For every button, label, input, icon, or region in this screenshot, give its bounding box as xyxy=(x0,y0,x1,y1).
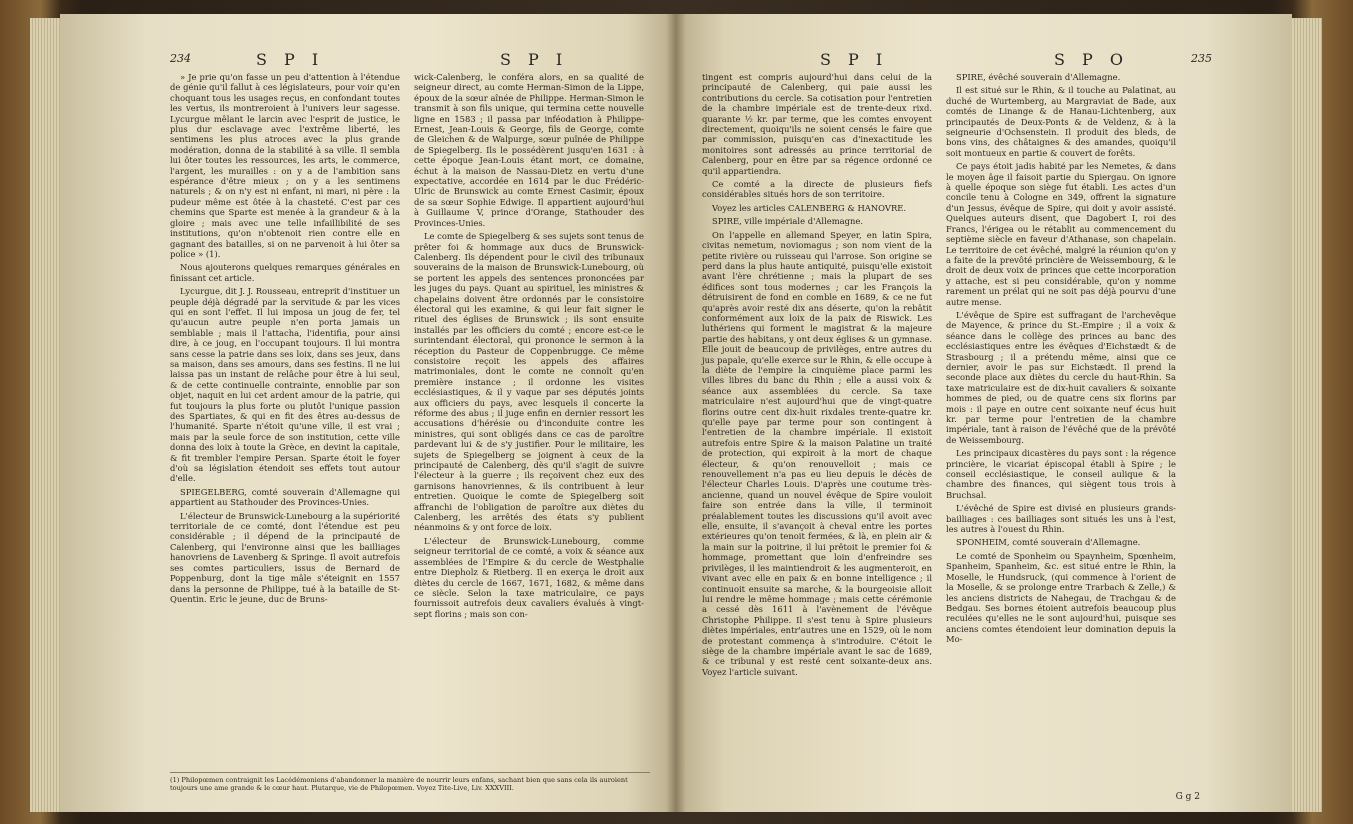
paragraph: SPIRE, évêché souverain d'Allemagne. xyxy=(956,72,1121,82)
left-header-title-2: S P I xyxy=(500,50,569,69)
page-edges-right xyxy=(1292,18,1322,812)
open-book xyxy=(60,14,1292,822)
paragraph: tingent est compris aujourd'hui dans celui de la principauté de Calenberg, qui paie aussi les contributions du cercle. Sa cotisation pour l'entretien de la chambre impériale est de trente-deux rixd. quarante ½ kr. par terme, que les comtes envoyent directement, quoiqu'ils ne soient censés le faire que par commission, puisqu'en cas d'inexactitude les monitoires sont adressés au prince territorial de Calenberg, pour en être par sa régence ordonné ce qu'il appartiendra. xyxy=(702,72,932,176)
paragraph: wick-Calenberg, le conféra alors, en sa qualité de seigneur direct, au comte Herman-Simon de la Lippe, époux de la sœur aînée de Philippe. Herman-Simon le transmit à son fils unique, qui termina cette nouvelle ligne en 1583 ; il passa par inféodation à Philippe-Ernest, Jean-Louis & George, fils de George, comte de Gleichen & de Walpurge, sœur puînée de Philippe de Spiegelberg. Ils le possédèrent jusqu'en 1631 : à cette époque Jean-Louis étant mort, ce domaine, échut à la maison de Nassau-Dietz en vertu d'une expectative, accordée en 1614 par le duc Frédéric-Ulric de Brunswick au comte Ernest Casimir, époux de sa sœur Sophie Edwige. Il appartient aujourd'hui à Guillaume V, prince d'Orange, Stathouder des Provinces-Unies. xyxy=(414,72,644,228)
right-running-header xyxy=(702,50,1212,72)
paragraph: Les principaux dicastères du pays sont : la régence princière, le vicariat épiscopal établi à Spire ; le conseil ecclésiastique, le conseil aulique & la chambre des finances, qui siègent tous trois à Bruchsal. xyxy=(946,448,1176,500)
right-page-columns xyxy=(702,72,1212,680)
paragraph: Voyez les articles CALENBERG & HANOVRE. xyxy=(712,202,907,213)
paragraph: Ce pays étoit jadis habité par les Nemetes, & dans le moyen âge il faisoit partie du Spiergau. On ignore à quelle époque son siège fut établi. Les actes d'un concile tenu à Cologne en 349, offrent la signature d'un Jessus, évêque de Spire, qui doit y avoir assisté. Quelques auteurs disent, que Dagobert I, roi des Francs, l'érigea ou le rétablit au commencement du septième siècle en faveur d'Athanase, son chapelain. Le territoire de cet évêché, malgré la réunion qu'on y a faite de la prevôté princière de Weissembourg, & le droit de deux voix de princes que cette incorporation y attache, est si peu considérable, qu'on y nomme rarement un prélat qui ne soit pas déjà pourvu d'une autre mense. xyxy=(946,161,1176,307)
paragraph: Le comté de Sponheim ou Spaynheim, Spœnheim, Spanheim, Spanheim, &c. est situé entre le Rhin, la Moselle, le Hundsruck, (qui commence à l'orient de la Moselle, & se prolonge entre Trarbach & Zelle,) & les anciens districts de Nahegau, de Trachgau & de Bedgau. Ses bornes étoient autrefois beaucoup plus reculées qu'elles ne le sont aujourd'hui, puisque ses anciens comtes étendoient leur domination depuis la Mo- xyxy=(946,550,1176,645)
right-header-title-1: S P I xyxy=(820,50,889,69)
paragraph: Nous ajouterons quelques remarques générales en finissant cet article. xyxy=(170,262,400,283)
paragraph: L'électeur de Brunswick-Lunebourg a la supériorité territoriale de ce comté, dont l'étendue est peu considérable ; il dépend de la principauté de Calenberg, qui l'environne ainsi que les bailliages hanovriens de Lavenberg & Springe. Il avoit autrefois ses comtes particuliers, issus de Bernard de Poppenburg, dont la tige mâle s'éteignit en 1557 dans la personne de Philippe, tué à la bataille de St-Quentin. Eric le jeune, duc de Bruns- xyxy=(170,510,400,604)
right-header-title-2: S P O xyxy=(1054,50,1130,69)
right-column-2 xyxy=(946,72,1176,680)
left-footnote: (1) Philopœmen contraignit les Lacédémoniens d'abandonner la manière de nourrir leurs enfans, sachant bien que sans cela ils auroient toujours une ame grande & le cœur haut. Plutarque, vie de Philopœmen. Voyez Tite-Live, Liv. XXXVIII. xyxy=(170,772,650,792)
paragraph: L'évêque de Spire est suffragant de l'archevêque de Mayence, & prince du St.-Empire ; il a voix & séance dans le collège des princes au banc des ecclésiastiques entre les évêques d'Eichstædt & de Strasbourg ; il a prétendu même, ainsi que ce dernier, avoir le pas sur Eichstædt. Il prend la seconde place aux diètes du cercle du haut-Rhin. Sa taxe matriculaire est de dix-huit cavaliers & soixante hommes de pied, ou de quatre cens six florins par mois : il paye en outre cent soixante neuf écus huit kr. par terme pour l'entretien de la chambre impériale, tant à raison de l'évêché que de la prévôté de Weissembourg. xyxy=(946,309,1176,445)
paragraph: L'évêché de Spire est divisé en plusieurs grands-bailliages : ces bailliages sont situés les uns à l'est, les autres à l'ouest du Rhin. xyxy=(946,503,1176,535)
left-running-header xyxy=(170,50,658,72)
paragraph: Il est situé sur le Rhin, & il touche au Palatinat, au duché de Wurtemberg, au Margraviat de Bade, aux comtés de Linange & de Hanau-Lichtenberg, aux principautés de Deux-Ponts & de Veldenz, & à la seigneurie d'Ochsenstein. Il produit des bleds, de bons vins, des châtaignes & des amandes, quoiqu'il soit montueux en partie & couvert de forêts. xyxy=(946,85,1176,158)
page-edges-left xyxy=(30,18,60,812)
right-column-1 xyxy=(702,72,932,680)
signature-mark: G g 2 xyxy=(1175,792,1200,802)
right-page-number: 235 xyxy=(1191,52,1212,65)
paragraph: SPIEGELBERG, comté souverain d'Allemagne qui appartient au Stathouder des Provinces-Unies. xyxy=(170,486,400,508)
paragraph: Ce comté a la directe de plusieurs fiefs considérables situés hors de son territoire. xyxy=(702,179,932,200)
paragraph: » Je prie qu'on fasse un peu d'attention à l'étendue de génie qu'il fallut à ces législateurs, pour voir qu'en choquant tous les usages reçus, en confondant toutes les vertus, ils montreroient à l'univers leur sagesse. Lycurgue mêlant le larcin avec l'esprit de justice, le plus dur esclavage avec l'extrême liberté, les sentimens les plus atroces avec la plus grande modération, donna de la stabilité à sa ville. Il sembla lui ôter toutes les ressources, les arts, le commerce, l'argent, les murailles : on y a de l'ambition sans espérance d'être mieux ; on y a les sentimens naturels ; & on n'y est ni enfant, ni mari, ni père : la pudeur même est ôtée à la chasteté. C'est par ces chemins que Sparte est menée à la grandeur & à la gloire ; mais avec une telle infaillibilité de ses institutions, qu'on n'obtenoit rien contre elle en gagnant des batailles, si on ne parvenoit à lui ôter sa police » (1). xyxy=(170,72,400,259)
left-header-title-1: S P I xyxy=(256,50,325,69)
paragraph: SPONHEIM, comté souverain d'Allemagne. xyxy=(956,537,1141,548)
right-page xyxy=(676,14,1292,812)
paragraph: L'électeur de Brunswick-Lunebourg, comme seigneur territorial de ce comté, a voix & séance aux assemblées de l'Empire & du cercle de Westphalie entre Diepholz & Rietberg. Il en exerça le droit aux diètes du cercle de 1667, 1671, 1682, & même dans ce siècle. Selon la taxe matriculaire, ce pays fournissoit autrefois deux cavaliers évalués à vingt-sept florins ; mais son con- xyxy=(414,535,644,619)
left-page-columns xyxy=(170,72,658,622)
left-page xyxy=(60,14,676,812)
left-column-1 xyxy=(170,72,400,622)
left-page-number: 234 xyxy=(170,52,191,65)
paragraph: On l'appelle en allemand Speyer, en latin Spira, civitas nemetum, noviomagus ; son nom vient de la petite rivière ou ruisseau qui l'arrose. Son origine se perd dans la plus haute antiquité, puisqu'elle existoit avant l'ère chrétienne ; mais la plupart de ses édifices sont tous modernes ; car les François la détruisirent de fond en comble en 1689, & ce ne fut qu'après avoir resté dix ans déserte, qu'on la rebâtit conformément aux loix de la paix de Riswick. Les luthériens qui forment le magistrat & la majeure partie des habitans, y ont deux églises & un gymnase. Elle jouit de beaucoup de privilèges, entre autres du jus papale, qu'elle exerce sur le Rhin, & elle occupe à la diète de l'empire la cinquième place parmi les villes libres du banc du Rhin ; elle a aussi voix & séance aux assemblées du cercle. Sa taxe matriculaire n'est aujourd'hui que de vingt-quatre florins outre cent dix-huit rixdales trente-quatre kr. qu'elle paye par terme pour son contingent à l'entretien de la chambre impériale. Il existoit autrefois entre Spire & la maison Palatine un traité de protection, qui expiroit à la mort de chaque électeur, & qu'on renouvelloit ; mais ce renouvellement n'a pas eu lieu depuis le décès de l'électeur Charles Louis. D'après une coutume très-ancienne, quand un nouvel évêque de Spire vouloit faire son entrée dans la ville, il terminoit préalablement toutes les discussions qu'il avoit avec elle, ensuite, il s'avançoit à cheval entre les portes extérieures qu'on tenoit fermées, & là, en plein air & la main sur la poitrine, il lui prêtoit le premier foi & hommage, promettant que loin d'enfreindre ses privilèges, il les maintiendroit & les augmenteroit, en vivant avec elle en paix & en bonne intelligence ; il continuoit ensuite sa marche, & la bourgeoisie alloit lui rendre le même hommage ; mais cette cérémonie a cessé dès 1611 à l'avènement de l'évêque Christophe Philippe. Il s'est tenu à Spire plusieurs diètes impériales, entr'autres une en 1529, où le nom de protestant commença à s'introduire. C'étoit le siège de la chambre impériale avant le sac de 1689, & ce tribunal y est resté cent soixante-deux ans. Voyez l'article suivant. xyxy=(702,229,932,677)
paragraph: Le comte de Spiegelberg & ses sujets sont tenus de prêter foi & hommage aux ducs de Brunswick-Calenberg. Ils dépendent pour le civil des tribunaux souverains de la maison de Brunswick-Lunebourg, où se portent les appels des sentences prononcées par les juges du pays. Quant au spirituel, les ministres & chapelains doivent être ordonnés par le consistoire électoral qui les examine, & qui leur fait signer le rituel des églises de Brunswick ; ils sont ensuite installés par les officiers du comté ; encore est-ce le surintendant électoral, qui prononce le sermon à la réception du Pasteur de Coppenbrugge. Ce même consistoire reçoit les appels des affaires matrimoniales, dont le comte ne connoît qu'en première instance ; il ordonne les visites ecclésiastiques, & il y vaque par ses députés joints aux officiers du pays, avec lesquels il concerte la réforme des abus ; il juge enfin en dernier ressort les accusations d'hérésie ou d'inconduite contre les ministres, qui sont obligés dans ce cas de paroître pardevant lui & de s'y justifier. Pour le militaire, les sujets de Spiegelberg se joignent à ceux de la principauté de Calenberg, dès qu'il s'agit de suivre l'électeur à la guerre ; ils reçoivent chez eux des garnisons hanovriennes, & ils contribuent à leur entretien. Quoique le comte de Spiegelberg soit affranchi de l'obligation de paroître aux diètes du Calenberg, les arrêtés des états s'y publient néanmoins & y ont force de loix. xyxy=(414,231,644,533)
paragraph: Lycurgue, dit J. J. Rousseau, entreprit d'instituer un peuple déjà dégradé par la servitude & par les vices qui en sont l'effet. Il lui imposa un joug de fer, tel qu'aucun autre peuple n'en porta jamais un semblable ; mais il l'attacha, l'identifia, pour ainsi dire, à ce joug, en l'occupant toujours. Il lui montra sans cesse la patrie dans ses loix, dans ses jeux, dans sa maison, dans ses amours, dans ses festins. Il ne lui laissa pas un instant de relâche pour être à lui seul, & de cette continuelle contrainte, ennoblie par son objet, naquit en lui cet ardent amour de la patrie, qui fut toujours la plus forte ou plutôt l'unique passion des Spartiates, & qui en fit des êtres au-dessus de l'humanité. Sparte n'étoit qu'une ville, il est vrai ; mais par la seule force de son institution, cette ville donna des loix à toute la Grèce, en devint la capitale, & fit trembler l'empire Persan. Sparte étoit le foyer d'où sa législation étendoit ses effets tout autour d'elle. xyxy=(170,286,400,484)
paragraph: SPIRE, ville impériale d'Allemagne. xyxy=(712,216,864,227)
left-column-2 xyxy=(414,72,644,622)
book-gutter xyxy=(666,14,686,812)
